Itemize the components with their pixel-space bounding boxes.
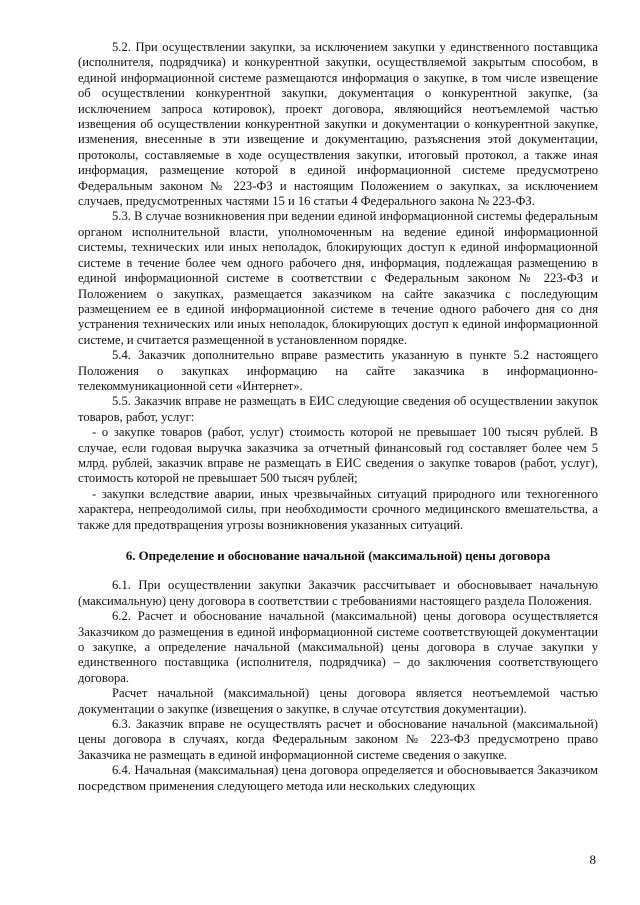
paragraph-5-3: 5.3. В случае возникновения при ведении единой информационной системы федеральным органом исполнительной власти, уполномоченным на ведение единой информационной системы, технических или иных неполадок, блокирующих доступ к единой информационной системе в течение более чем одного рабочего дня, информация, подлежащая размещению в единой информационной системе в соответствии с Федеральным законом № 223-ФЗ и Положением о закупках, размещается заказчиком на сайте заказчика с последующим размещением ее в единой информационной системе в течение одного рабочего дня со дня устранения технических или иных неполадок, блокирующих доступ к единой информационной системе, и считается размещенной в установленном порядке. [78,209,598,347]
paragraph-5-5-item-2: - закупки вследствие аварии, иных чрезвычайных ситуаций природного или техногенного характера, непреодолимой силы, при необходимости срочного медицинского вмешательства, а также для предотвращения угрозы возникновения указанных ситуаций. [78,486,598,532]
paragraph-5-4: 5.4. Заказчик дополнительно вправе разместить указанную в пункте 5.2 настоящего Положения о закупках информацию на сайте заказчика в информационно-телекоммуникационной сети «Интернет». [78,348,598,393]
paragraph-6-2-continued: Расчет начальной (максимальной) цены договора является неотъемлемой частью документации о закупке (извещения о закупке, в случае отсутствия документации). [78,686,598,716]
section-6-heading: 6. Определение и обоснование начальной (максимальной) цены договора [125,549,551,563]
paragraph-5-5: 5.5. Заказчик вправе не размещать в ЕИС следующие сведения об осуществлении закупок товаров, работ, услуг: [78,394,598,424]
paragraph-5-2: 5.2. При осуществлении закупки, за исключением закупки у единственного поставщика (исполнителя, подрядчика) и конкурентной закупки, осуществляемой закрытым способом, в единой информационной системе размещаются информация о закупке, в том числе извещение об осуществлении конкурентной закупки, документация о конкурентной закупке, (за исключением запроса котировок), проект договора, являющийся неотъемлемой частью извещения об осуществлении конкурентной закупки и документации о конкурентной закупке, изменения, внесенные в эти извещение и документацию, разъяснения этой документации, протоколы, составляемые в ходе осуществления закупки, итоговый протокол, а также иная информация, размещение которой в единой информационной системе предусмотрено Федеральным законом № 223-ФЗ и настоящим Положением о закупках, за исключением случаев, предусмотренных частями 15 и 16 статьи 4 Федерального закона № 223-ФЗ. [78,40,598,209]
paragraph-6-1: 6.1. При осуществлении закупки Заказчик рассчитывает и обосновывает начальную (максимальную) цену договора в соответствии с требованиями настоящего раздела Положения. [78,578,598,608]
paragraph-6-2: 6.2. Расчет и обоснование начальной (максимальной) цены договора осуществляется Заказчиком до размещения в единой информационной системе соответствующей документации о закупке, а определение начальной (максимальной) цены договора в случае закупки у единственного поставщика (исполнителя, подрядчика) – до заключения соответствующего договора. [78,609,598,685]
page-number: 8 [589,852,596,867]
paragraph-6-4: 6.4. Начальная (максимальная) цена договора определяется и обосновывается Заказчиком посредством применения следующего метода или нескольких следующих [78,763,598,793]
paragraph-6-3: 6.3. Заказчик вправе не осуществлять расчет и обоснование начальной (максимальной) цены договора в случаях, когда Федеральным законом № 223-ФЗ предусмотрено право Заказчика не размещать в единой информационной системе сведения о закупке. [78,717,598,762]
paragraph-5-5-item-1: - о закупке товаров (работ, услуг) стоимость которой не превышает 100 тысяч рублей. В случае, если годовая выручка заказчика за отчетный финансовый год составляет более чем 5 млрд. рублей, заказчик вправе не размещать в ЕИС сведения о закупке товаров (работ, услуг), стоимость которой не превышает 500 тысяч рублей; [78,425,598,486]
document-page [78,40,598,794]
